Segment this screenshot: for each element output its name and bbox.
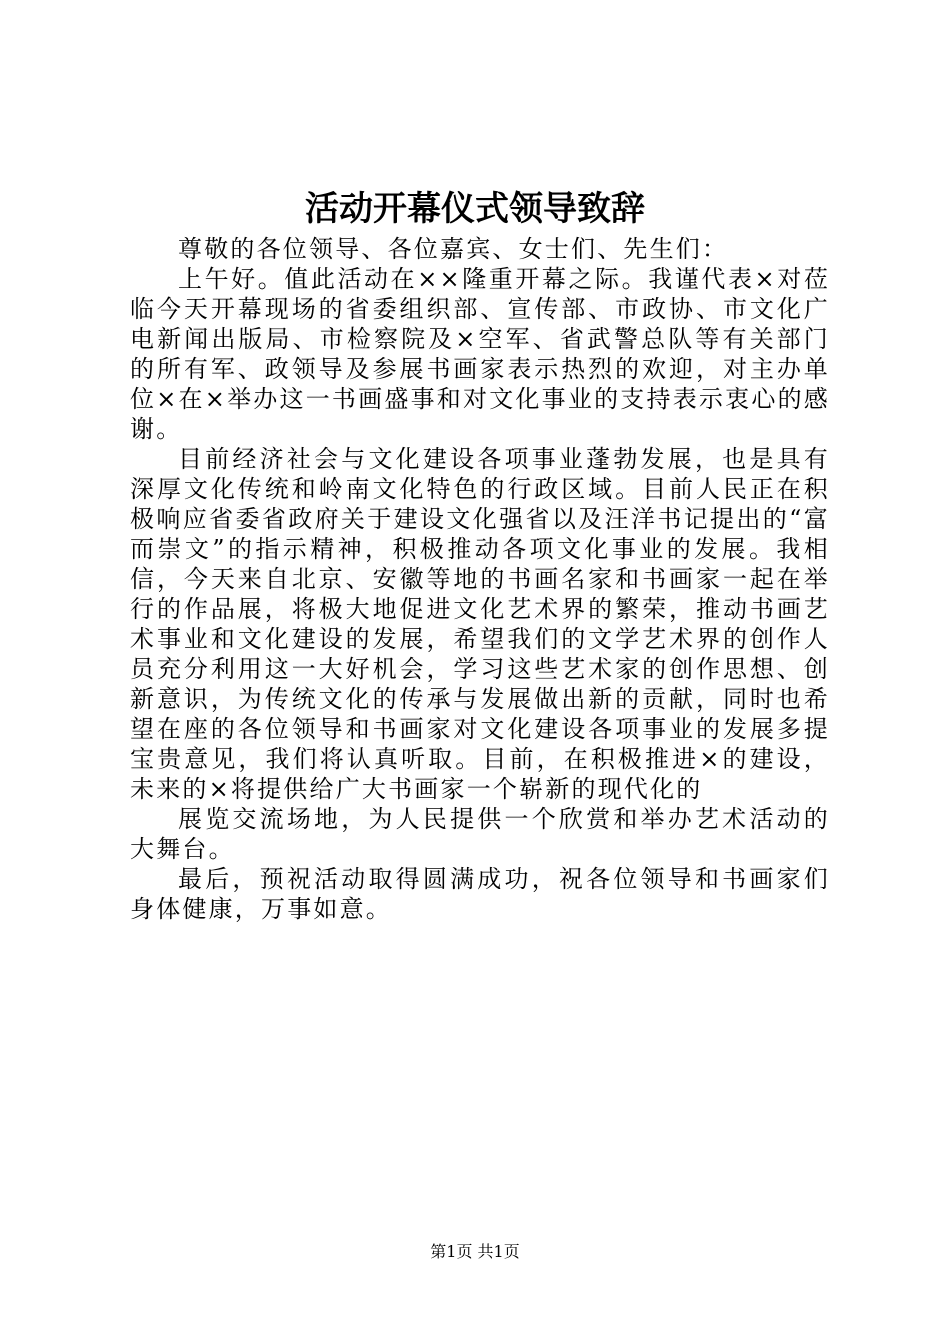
- paragraph-salutation: 尊敬的各位领导、各位嘉宾、女士们、先生们：: [178, 235, 729, 263]
- document-title: 活动开幕仪式领导致辞: [305, 189, 645, 229]
- paragraph-venue: 展览交流场地，为人民提供一个欣赏和举办艺术活动的大舞台。: [130, 805, 830, 863]
- paragraph-closing: 最后，预祝活动取得圆满成功，祝各位领导和书画家们身体健康，万事如意。: [130, 865, 830, 923]
- paragraph-welcome: 上午好。值此活动在××隆重开幕之际。我谨代表×对莅临今天开幕现场的省委组织部、宣传部、市政协、市文化广电新闻出版局、市检察院及×空军、省武警总队等有关部门的所有军、政领导及参展书画家表示热烈的欢迎，对主办单位×在×举办这一书画盛事和对文化事业的支持表示衷心的感谢。: [130, 265, 830, 443]
- document-body: [130, 234, 830, 924]
- page-number-footer: 第1页 共1页: [430, 1242, 520, 1261]
- paragraph-development: 目前经济社会与文化建设各项事业蓬勃发展，也是具有深厚文化传统和岭南文化特色的行政区域。目前人民正在积极响应省委省政府关于建设文化强省以及汪洋书记提出的“富而崇文”的指示精神，积极推动各项文化事业的发展。我相信，今天来自北京、安徽等地的书画名家和书画家一起在举行的作品展，将极大地促进文化艺术界的繁荣，推动书画艺术事业和文化建设的发展，希望我们的文学艺术界的创作人员充分利用这一大好机会，学习这些艺术家的创作思想、创新意识，为传统文化的传承与发展做出新的贡献，同时也希望在座的各位领导和书画家对文化建设各项事业的发展多提宝贵意见，我们将认真听取。目前，在积极推进×的建设，未来的×将提供给广大书画家一个崭新的现代化的: [130, 445, 830, 803]
